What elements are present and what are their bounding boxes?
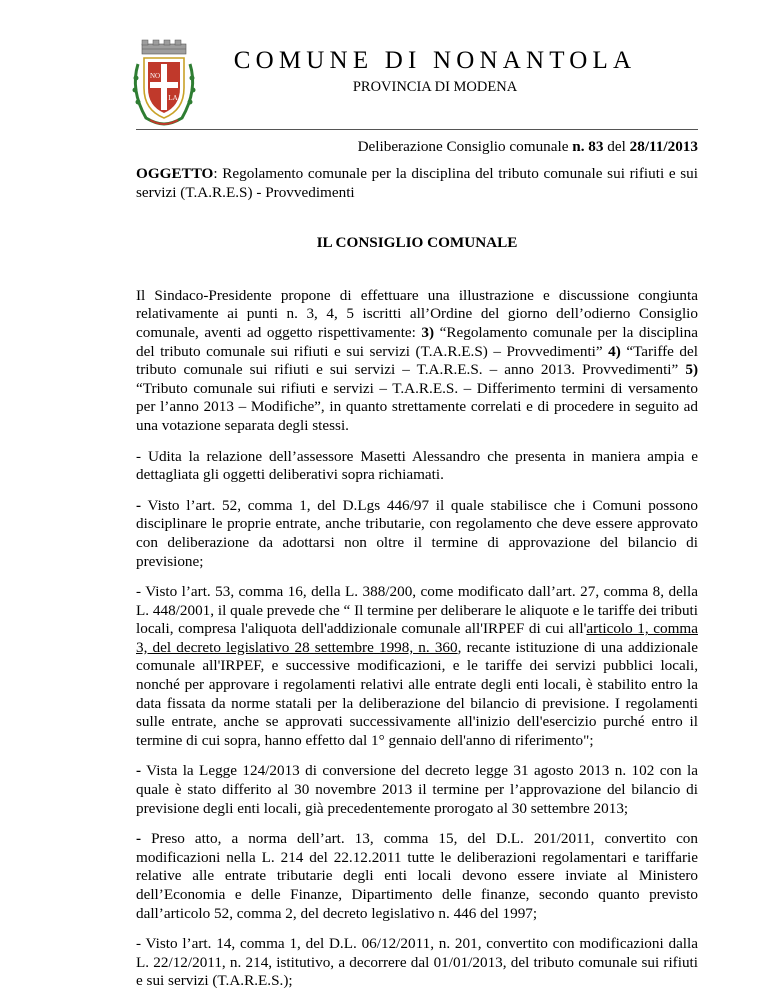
municipal-crest-icon — [128, 38, 200, 128]
municipality-name: COMUNE DI NONANTOLA — [233, 47, 637, 74]
paragraph-legge124-text: Vista la Legge 124/2013 di conversione del decreto legge 31 agosto 2013 n. 102 con la quale è stato differito al 30 novembre 2013 il termine per l’approvazione del bilancio di previsione degli enti locali, già precedentemente prorogato al 30 settembre 2013; — [136, 762, 698, 817]
paragraph-preso-atto — [136, 830, 698, 923]
document-body — [136, 165, 698, 991]
deliberation-date: 28/11/2013 — [629, 138, 698, 155]
paragraph-art53-part: - Visto l’art. 53, comma 16, della L. 388/200, come modificato dall’art. 27, comma 8, della L. 448/2001, il quale prevede che “ Il termine per deliberare le aliquote e le tariffe dei tributi locali, compresa l'aliquota dell'addizionale comunale all'IRPEF di cui all' — [136, 583, 698, 638]
paragraph-intro-part: “Regolamento comunale per la disciplina del tributo comunale sui rifiuti e sui servizi (T.A.R.E.S) – Provvedimenti” — [136, 323, 698, 360]
law-reference-link[interactable]: articolo 1, comma 3, del decreto legislativo 28 settembre 1998, n. 360 — [136, 620, 698, 656]
paragraph-art53-part: , recante istituzione di una addizionale comunale all'IRPEF, e successive modificazioni, e le tariffe dei servizi pubblici locali, nonché per approvare i regolamenti relativi alle entrate degli enti locali, è stabilito entro la data fissata da norme statali per la deliberazione del bilancio di previsione. I regolamenti sulle entrate, anche se approvati successivamente all'inizio dell'esercizio purché entro il termine di cui sopra, hanno effetto dal 1° gennaio dell'anno di riferimento"; — [136, 638, 698, 749]
deliberation-prefix: Deliberazione Consiglio comunale — [357, 138, 569, 155]
province-name: PROVINCIA DI MODENA — [352, 79, 518, 95]
deliberation-connector: del — [607, 138, 626, 155]
item-number-5: 5) — [685, 361, 698, 379]
paragraph-preso-atto-text: Preso atto, a norma dell’art. 13, comma 15, del D.L. 201/2011, convertito con modificazioni nella L. 214 del 22.12.2011 tutte le deliberazioni regolamentari e tariffarie relative alle entrate tributarie degli enti locali devono essere inviate al Ministero dell’Economia e delle Finanze, Dipartimento delle finanze, secondo quanto previsto dall’articolo 52, comma 2, del decreto legislativo n. 446 del 1997; — [136, 830, 698, 922]
crest-motto-top: NO — [149, 72, 161, 80]
paragraph-intro-part: “Tariffe del tributo comunale sui rifiuti e sui servizi – T.A.R.E.S. – anno 2013. Provvedimenti” — [136, 342, 698, 379]
paragraph-intro — [136, 287, 698, 436]
bullet-dash: - — [136, 762, 142, 780]
item-number-3: 3) — [421, 323, 435, 341]
deliberation-reference — [358, 137, 698, 156]
bullet-dash: - — [136, 496, 142, 514]
paragraph-art52-text: Visto l’art. 52, comma 1, del D.Lgs 446/97 il quale stabilisce che i Comuni possono disciplinare le proprie entrate, anche tributarie, con regolamento che deve essere approvato con deliberazione da adottarsi non oltre il termine di approvazione del bilancio di previsione; — [136, 496, 698, 570]
item-number-4: 4) — [608, 342, 621, 360]
crest-motto-bottom: LA — [168, 94, 178, 102]
paragraph-art14: - Visto l’art. 14, comma 1, del D.L. 06/12/2011, n. 201, convertito con modificazioni dalla L. 22/12/2011, n. 214, istitutivo, a decorrere dal 01/01/2013, del tributo comunale sui rifiuti e sui servizi (T.A.R.E.S.); — [136, 935, 698, 990]
header-divider — [136, 129, 698, 130]
paragraph-relazione: - Udita la relazione dell’assessore Masetti Alessandro che presenta in maniera ampia e dettagliata gli oggetti deliberativi sopra richiamati. — [136, 447, 698, 484]
section-heading: IL CONSIGLIO COMUNALE — [316, 234, 518, 252]
deliberation-number: n. 83 — [572, 138, 604, 155]
paragraph-art52 — [136, 497, 698, 571]
subject-paragraph — [136, 165, 698, 202]
bullet-dash: - — [136, 830, 142, 848]
paragraph-art53 — [136, 583, 698, 750]
paragraph-legge124 — [136, 762, 698, 818]
paragraph-intro-part: “Tributo comunale sui rifiuti e servizi – T.A.R.E.S. – Differimento termini di versamento per l’anno 2013 – Modifiche”, in quanto strettamente correlati e di procedere in seguito ad una votazione separata degli stessi. — [136, 379, 698, 434]
subject-text: : Regolamento comunale per la disciplina del tributo comunale sui rifiuti e sui servizi (T.A.R.E.S) - Provvedimenti — [136, 165, 698, 201]
subject-label: OGGETTO — [136, 165, 214, 182]
paragraph-intro-part: Il Sindaco-Presidente propone di effettuare una illustrazione e discussione congiunta relativamente ai punti n. 3, 4, 5 iscritti all’Ordine del giorno dell’odierno Consiglio comunale, aventi ad oggetto rispettivamente: — [136, 286, 698, 341]
